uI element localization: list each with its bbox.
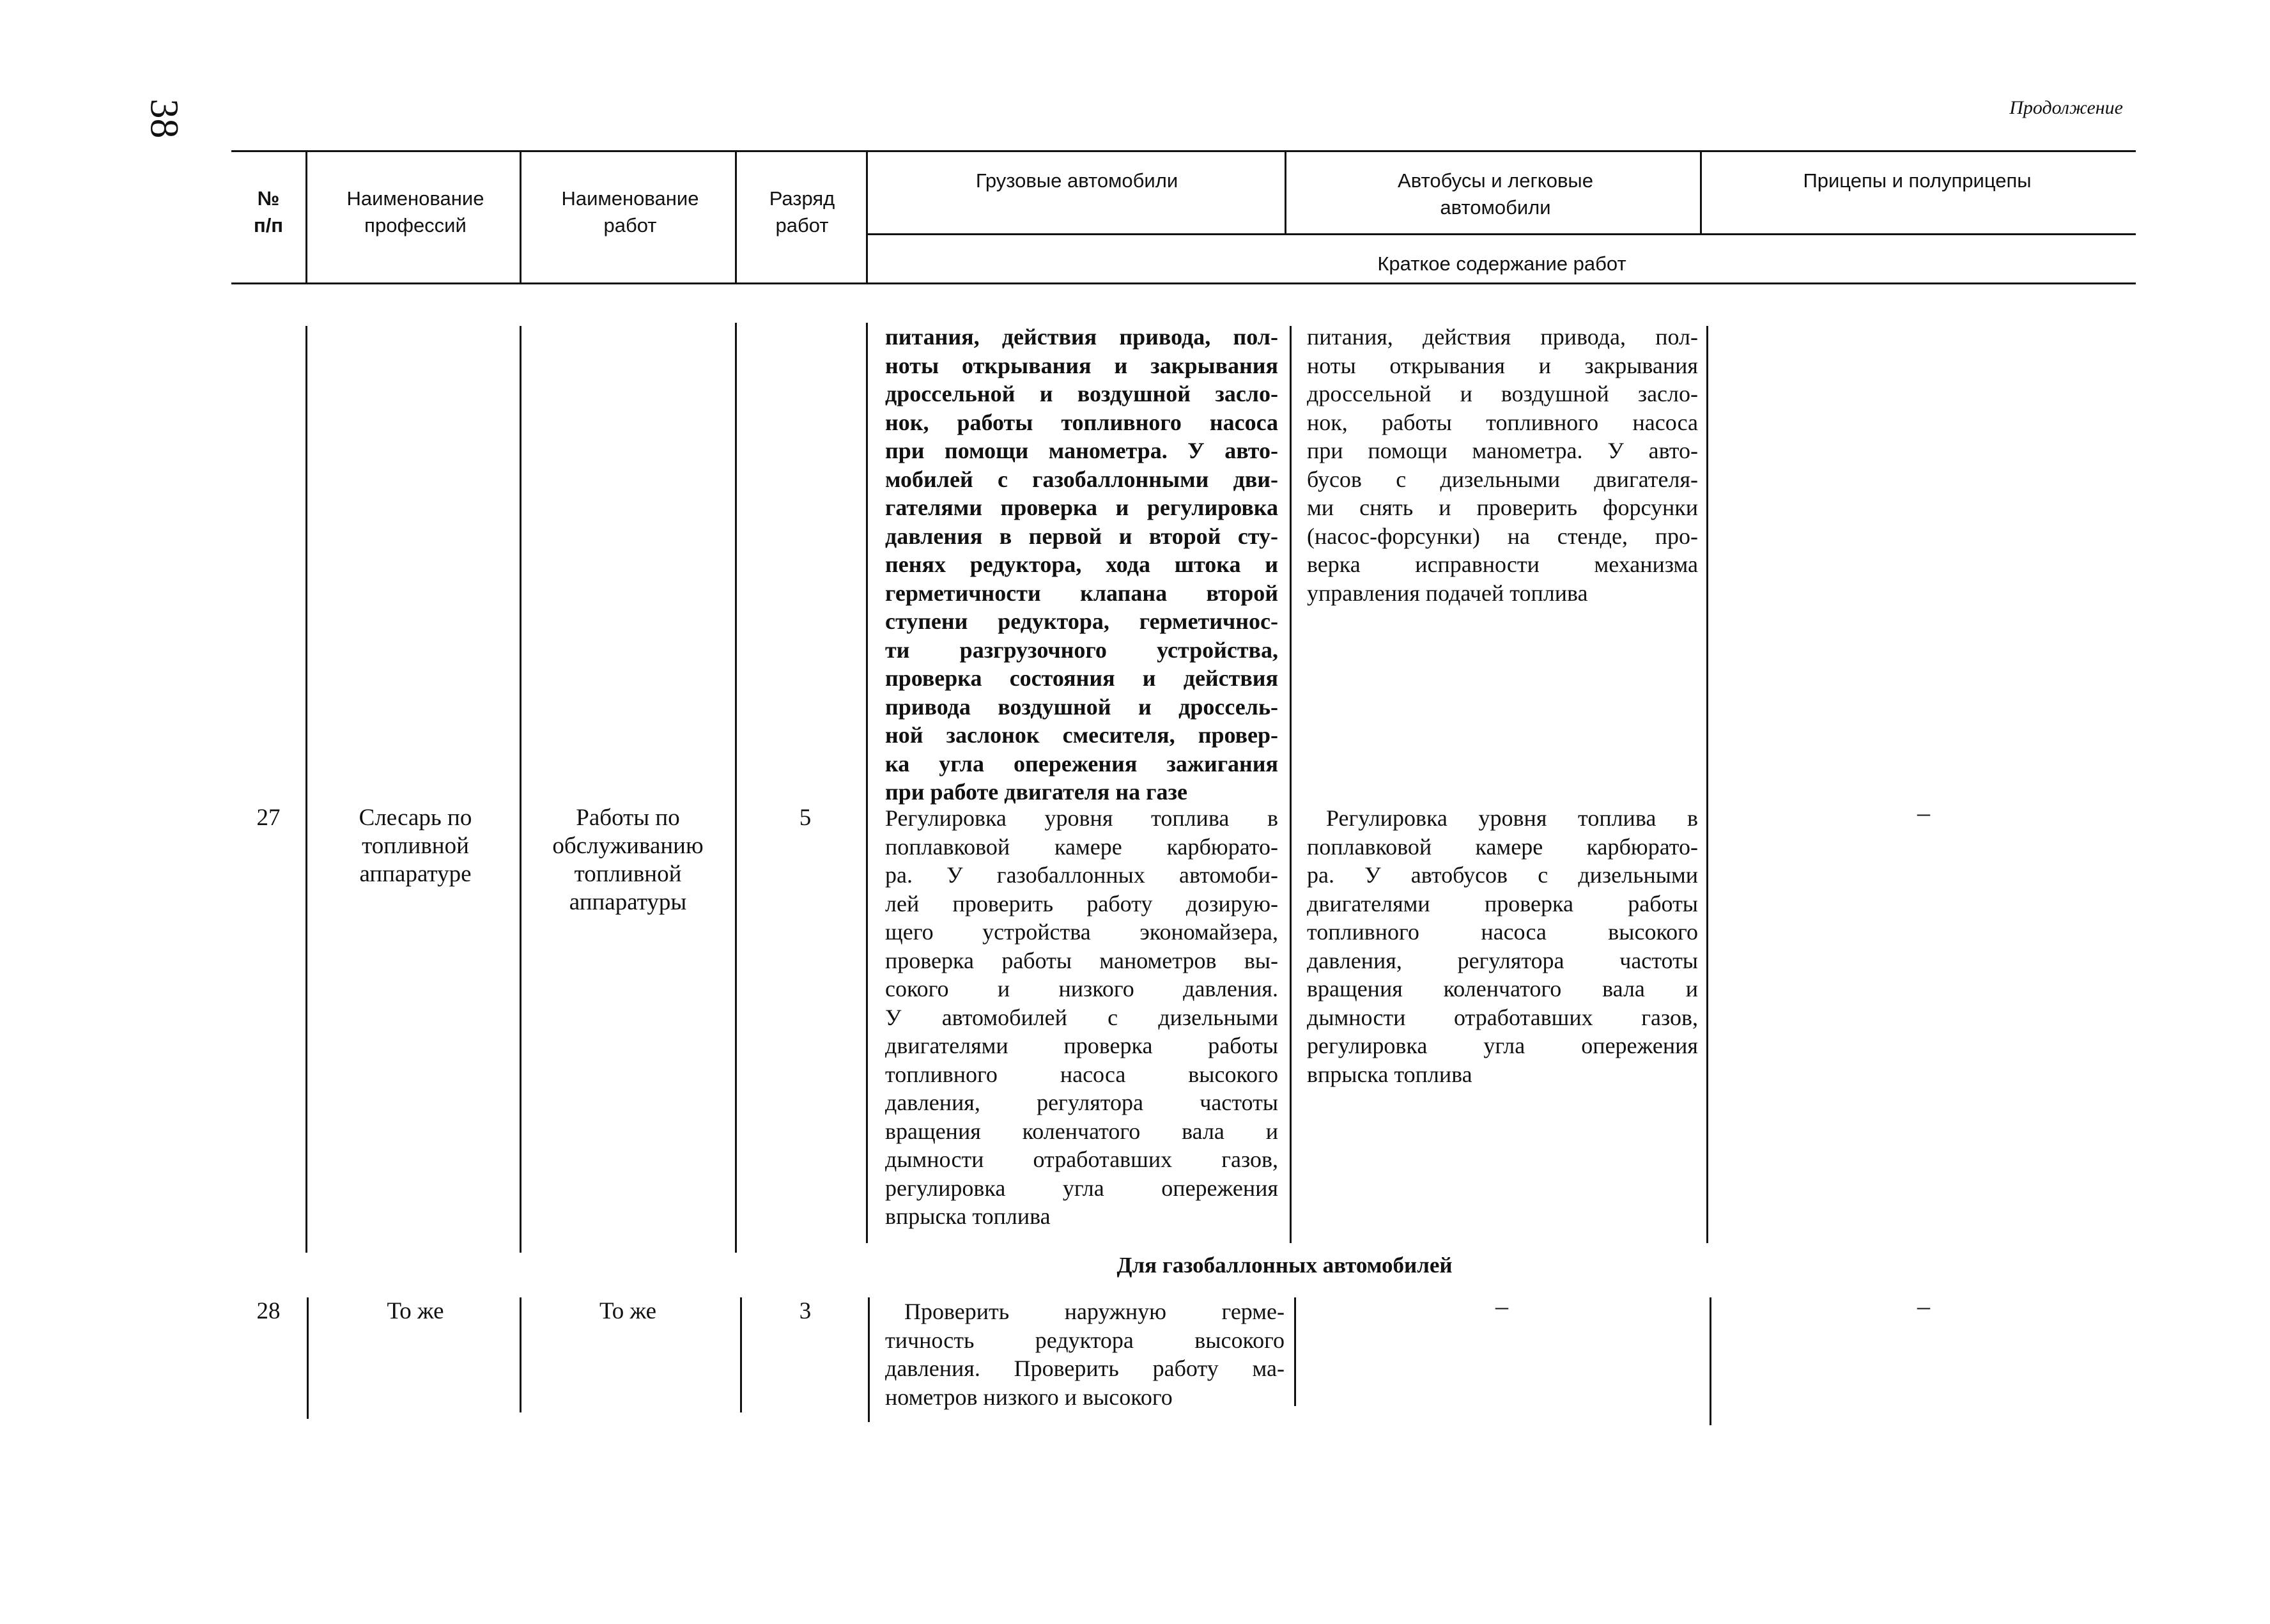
row27-vline-4 xyxy=(866,323,868,1243)
header-trailers: Прицепы и полуприцепы xyxy=(1803,169,2032,192)
page-number: 38 xyxy=(142,98,186,139)
trucksTop-line: дроссельной и воздушной засло- xyxy=(885,381,1278,406)
header-trucks: Грузовые автомобили xyxy=(975,169,1178,192)
row28-works: То же xyxy=(599,1298,657,1324)
trucksBottom-line: вращения коленчатого вала и xyxy=(885,1118,1278,1144)
busesTop-line: ми снять и проверить форсунки xyxy=(1307,495,1698,520)
row27-num: 27 xyxy=(256,805,281,831)
row27-vline-2 xyxy=(520,326,521,1253)
row27-vline-3 xyxy=(735,323,737,1253)
trucksTop-line: ноты открывания и закрывания xyxy=(885,352,1278,378)
header-vline-5 xyxy=(1285,150,1286,233)
row27-grade: 5 xyxy=(799,805,812,831)
trucksBottom-line: двигателями проверка работы xyxy=(885,1033,1278,1058)
row28-trailers: – xyxy=(1917,1292,1930,1320)
trucksTop-line: ти разгрузочного устройства, xyxy=(885,637,1278,663)
trucksTop-line: проверка состояния и действия xyxy=(885,665,1278,691)
row28-vline-1 xyxy=(307,1297,309,1419)
trucksTop-line: при работе двигателя на газе xyxy=(885,779,1187,805)
trucksTop-line: пенях редуктора, хода штока и xyxy=(885,552,1278,577)
busesBottom-line: регулировка угла опережения xyxy=(1307,1033,1698,1058)
row28-num: 28 xyxy=(256,1298,281,1324)
trucksBottom-line: лей проверить работу дозирую- xyxy=(885,890,1278,916)
header-vline-6 xyxy=(1700,150,1702,233)
trucksTop-line: при помощи манометра. У авто- xyxy=(885,438,1278,463)
trucksBottom-line: Регулировка уровня топлива в xyxy=(885,805,1278,831)
row28-profession: То же xyxy=(387,1298,444,1324)
header-vline-4 xyxy=(866,150,868,282)
header-vline-1 xyxy=(305,150,307,282)
busesBottom-line: топливного насоса высокого xyxy=(1307,919,1698,945)
trucks28-line: давления. Проверить работу ма- xyxy=(885,1356,1285,1381)
busesBottom-line: поплавковой камере карбюрато- xyxy=(1307,833,1698,860)
trucks28-line: Проверить наружную герме- xyxy=(904,1299,1285,1324)
trucksTop-line: ка угла опережения зажигания xyxy=(885,750,1278,777)
header-bottom-rule xyxy=(231,282,2136,284)
trucksBottom-line: регулировка угла опережения xyxy=(885,1175,1278,1201)
row28-vline-6 xyxy=(1710,1297,1711,1425)
row28-trucks xyxy=(885,1297,1285,1411)
row28-grade: 3 xyxy=(799,1298,812,1324)
section-title: Для газобаллонных автомобилей xyxy=(1116,1253,1453,1278)
trucksTop-line: питания, действия привода, пол- xyxy=(885,324,1278,350)
busesTop-line: управления подачей топлива xyxy=(1307,580,1588,606)
busesBottom-line: Регулировка уровня топлива в xyxy=(1326,805,1698,831)
busesTop-line: (насос-форсунки) на стенде, про- xyxy=(1307,523,1698,549)
trucksTop-line: давления в первой и второй сту- xyxy=(885,523,1278,549)
busesBottom-line: впрыска топлива xyxy=(1307,1061,1472,1087)
header-mid-rule xyxy=(866,233,2136,235)
busesTop-line: бусов с дизельными двигателя- xyxy=(1307,466,1698,492)
header-vline-2 xyxy=(520,150,521,282)
continuation-label: Продолжение xyxy=(2009,97,2123,118)
row28-vline-5 xyxy=(1294,1297,1296,1406)
header-buses: Автобусы и легковые автомобили xyxy=(1398,169,1593,219)
trucksBottom-line: ра. У газобаллонных автомоби- xyxy=(885,862,1278,888)
row27-works: Работы по обслуживанию топливной аппаратуры xyxy=(552,805,704,915)
row27-trucks-top xyxy=(885,323,1278,807)
header-num: № п/п xyxy=(253,187,284,236)
row27-buses-top xyxy=(1307,323,1698,607)
busesTop-line: ноты открывания и закрывания xyxy=(1307,352,1698,378)
trucks28-line: тичность редуктора высокого xyxy=(885,1327,1285,1353)
trucksBottom-line: впрыска топлива xyxy=(885,1203,1051,1229)
busesTop-line: при помощи манометра. У авто- xyxy=(1307,438,1698,463)
busesBottom-line: дымности отработавших газов, xyxy=(1307,1004,1698,1030)
trucksTop-line: нок, работы топливного насоса xyxy=(885,409,1278,435)
row27-buses-bottom xyxy=(1307,804,1698,1088)
row27-trucks-bottom xyxy=(885,804,1278,1231)
row27-vline-5 xyxy=(1290,326,1292,1243)
row28-vline-4 xyxy=(868,1297,870,1422)
trucksBottom-line: поплавковой камере карбюрато- xyxy=(885,833,1278,860)
busesBottom-line: давления, регулятора частоты xyxy=(1307,947,1698,973)
trucksTop-line: ной заслонок смесителя, провер- xyxy=(885,722,1278,748)
trucksBottom-line: проверка работы манометров вы- xyxy=(885,947,1278,973)
trucksBottom-line: щего устройства экономайзера, xyxy=(885,919,1278,945)
trucksBottom-line: сокого и низкого давления. xyxy=(885,976,1278,1001)
trucksBottom-line: давления, регулятора частоты xyxy=(885,1090,1278,1115)
trucksTop-line: гателями проверка и регулировка xyxy=(885,495,1278,520)
header-works: Наименование работ xyxy=(561,187,699,236)
row28-vline-2 xyxy=(520,1297,521,1412)
row27-trailers: – xyxy=(1917,798,1930,827)
header-top-rule xyxy=(231,150,2136,152)
header-grade: Разряд работ xyxy=(769,187,835,236)
header-vline-3 xyxy=(735,150,737,282)
row28-vline-3 xyxy=(740,1297,742,1412)
trucksTop-line: герметичности клапана второй xyxy=(885,580,1278,606)
row27-vline-1 xyxy=(305,326,307,1253)
busesBottom-line: двигателями проверка работы xyxy=(1307,890,1698,916)
busesBottom-line: вращения коленчатого вала и xyxy=(1307,976,1698,1001)
trucksBottom-line: дымности отработавших газов, xyxy=(885,1147,1278,1172)
row27-profession: Слесарь по топливной аппаратуре xyxy=(359,805,472,887)
trucksTop-line: мобилей с газобаллонными дви- xyxy=(885,466,1278,492)
header-summary: Краткое содержание работ xyxy=(1377,252,1626,275)
trucksTop-line: привода воздушной и дроссель- xyxy=(885,693,1278,720)
busesBottom-line: ра. У автобусов с дизельными xyxy=(1307,862,1698,888)
trucksBottom-line: топливного насоса высокого xyxy=(885,1061,1278,1087)
trucksBottom-line: У автомобилей с дизельными xyxy=(885,1004,1278,1030)
busesTop-line: верка исправности механизма xyxy=(1307,552,1698,577)
header-profession: Наименование профессий xyxy=(346,187,484,236)
row28-buses: – xyxy=(1495,1292,1508,1320)
row27-vline-6 xyxy=(1706,326,1708,1243)
busesTop-line: питания, действия привода, пол- xyxy=(1307,324,1698,350)
trucksTop-line: ступени редуктора, герметичнос- xyxy=(885,608,1278,634)
trucks28-line: нометров низкого и высокого xyxy=(885,1384,1173,1410)
busesTop-line: дроссельной и воздушной засло- xyxy=(1307,381,1698,406)
busesTop-line: нок, работы топливного насоса xyxy=(1307,409,1698,435)
